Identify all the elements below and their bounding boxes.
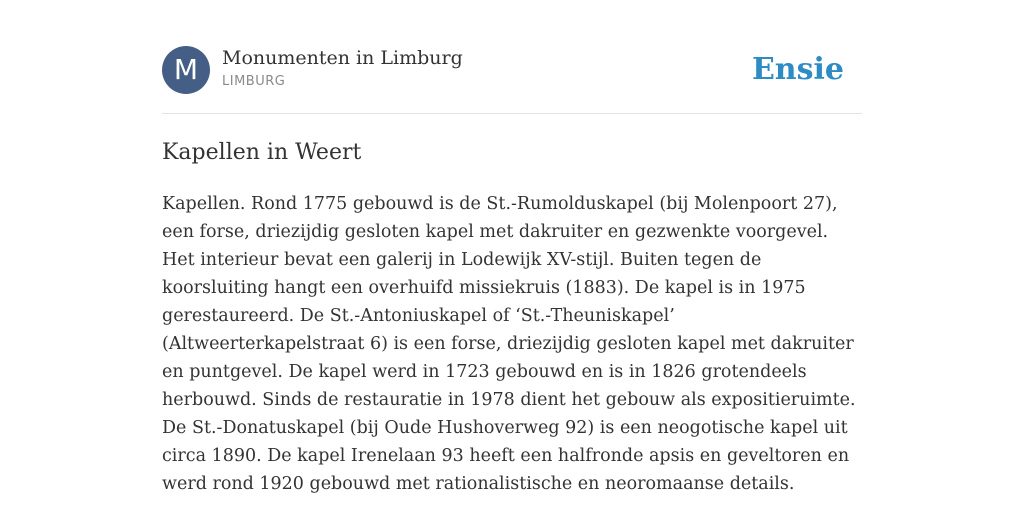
article-title: Kapellen in Weert bbox=[162, 140, 362, 165]
source-subtitle: LIMBURG bbox=[222, 74, 286, 89]
brand-logo[interactable]: Ensie bbox=[751, 52, 844, 87]
source-title[interactable]: Monumenten in Limburg bbox=[222, 47, 463, 69]
article-body: Kapellen. Rond 1775 gebouwd is de St.-Rumolduskapel (bij Molenpoort 27), een forse, driezijdig gesloten kapel met dakruiter en gezwenkte voorgevel. Het interieur bevat een galerij in Lodewijk XV-stijl. Buiten tegen de koorsluiting hangt een overhuifd missiekruis (1883). De kapel is in 1975 gerestaureerd. De St.-Antoniuskapel of ‘St.-Theuniskapel’ (Altweerterkapelstraat 6) is een forse, driezijdig gesloten kapel met dakruiter en puntgevel. De kapel werd in 1723 gebouwd en is in 1826 grotendeels herbouwd. Sinds de restauratie in 1978 dient het gebouw als expositieruimte. De St.-Donatuskapel (bij Oude Hushoverweg 92) is een neogotische kapel uit circa 1890. De kapel Irenelaan 93 heeft een halfronde apsis en geveltoren en werd rond 1920 gebouwd met rationalistische en neoromaanse details. bbox=[162, 194, 856, 494]
header bbox=[162, 46, 862, 96]
divider bbox=[162, 113, 862, 114]
avatar[interactable]: M bbox=[162, 46, 210, 94]
